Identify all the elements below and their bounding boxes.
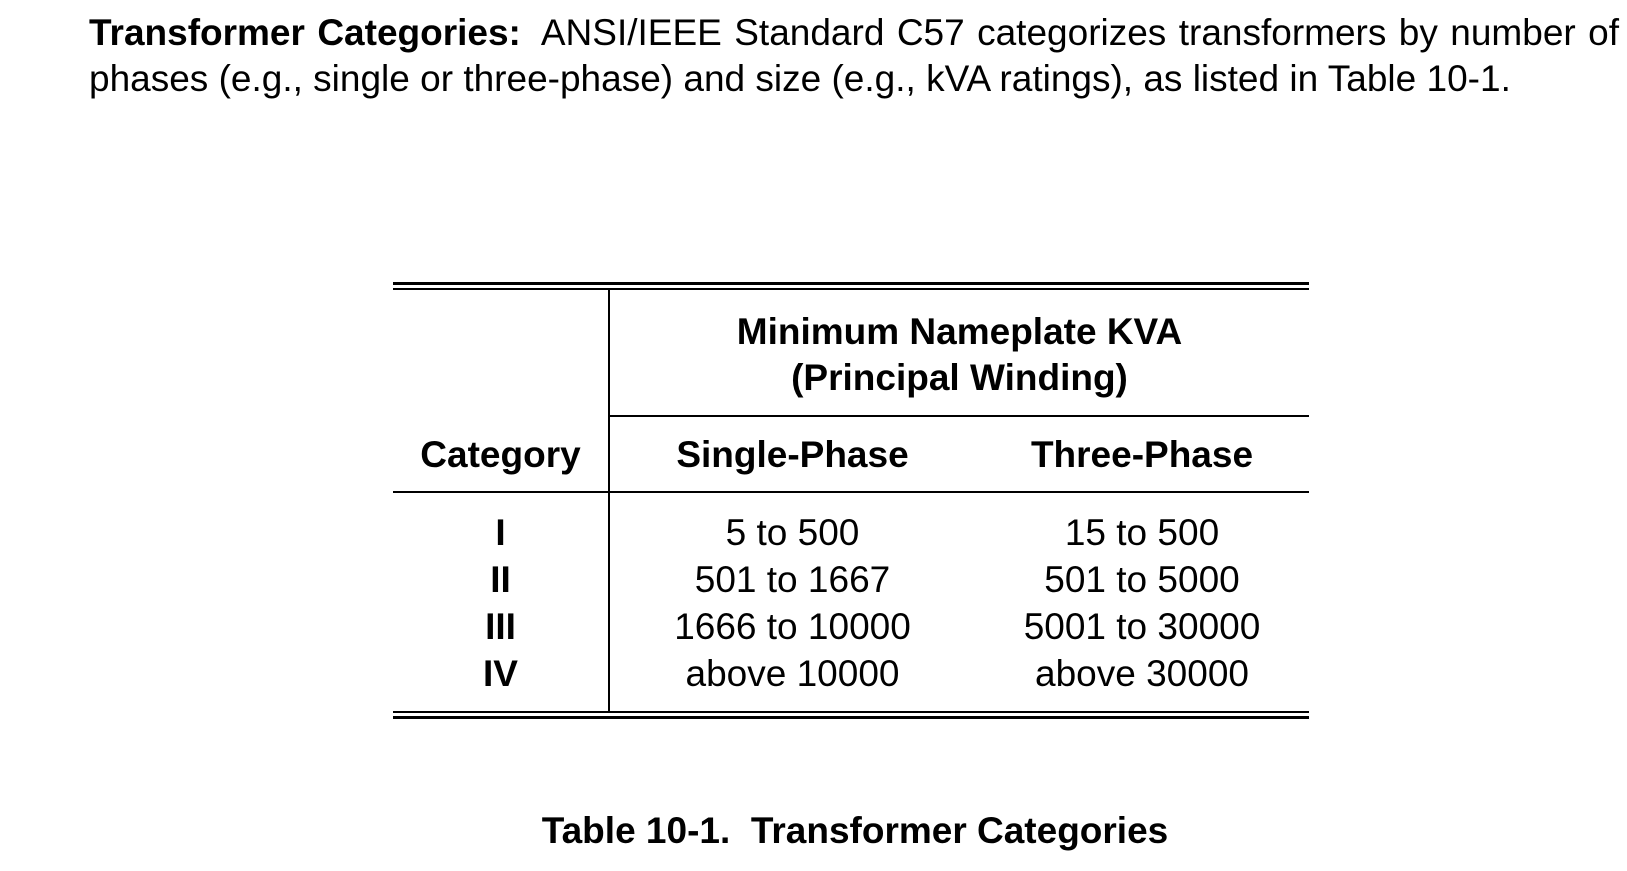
- table-caption: Table 10-1. Transformer Categories: [541, 810, 1169, 851]
- table-row-single-phase: 501 to 1667: [694, 559, 891, 600]
- column-header-single-phase: Single-Phase: [676, 434, 909, 475]
- table-row-three-phase: 5001 to 30000: [1023, 606, 1261, 647]
- column-header-category: Category: [420, 434, 581, 475]
- table-row-category: II: [490, 559, 511, 600]
- table-row-three-phase: 15 to 500: [1064, 512, 1220, 553]
- table-row-category: III: [485, 606, 516, 647]
- paragraph-text: ANSI/IEEE Standard C57 categorizes transformers by number of phases (e.g., single or three-phase) and size (e.g., kVA ratings), as listed in Table 10-1.: [89, 12, 1619, 99]
- intro-paragraph: [89, 10, 1619, 102]
- table-row-single-phase: 5 to 500: [725, 512, 860, 553]
- table-bottom-rule: [393, 716, 1309, 719]
- table-bottom-rule-inner: [393, 711, 1309, 713]
- header-bottom-rule: [393, 491, 1309, 493]
- group-header-rule: [610, 415, 1309, 417]
- group-header-line1: Minimum Nameplate KVA: [736, 311, 1183, 352]
- table-row-single-phase: 1666 to 10000: [674, 606, 911, 647]
- column-header-three-phase: Three-Phase: [1030, 434, 1254, 475]
- table-row-single-phase: above 10000: [685, 653, 900, 694]
- table-row-three-phase: 501 to 5000: [1044, 559, 1240, 600]
- table-row-category: I: [495, 512, 506, 553]
- table-top-rule: [393, 282, 1309, 285]
- table-row-category: IV: [483, 653, 518, 694]
- table-top-rule-inner: [393, 288, 1309, 290]
- group-header-line2: (Principal Winding): [791, 357, 1128, 398]
- paragraph-lead: Transformer Categories:: [89, 12, 521, 53]
- table-row-three-phase: above 30000: [1035, 653, 1249, 694]
